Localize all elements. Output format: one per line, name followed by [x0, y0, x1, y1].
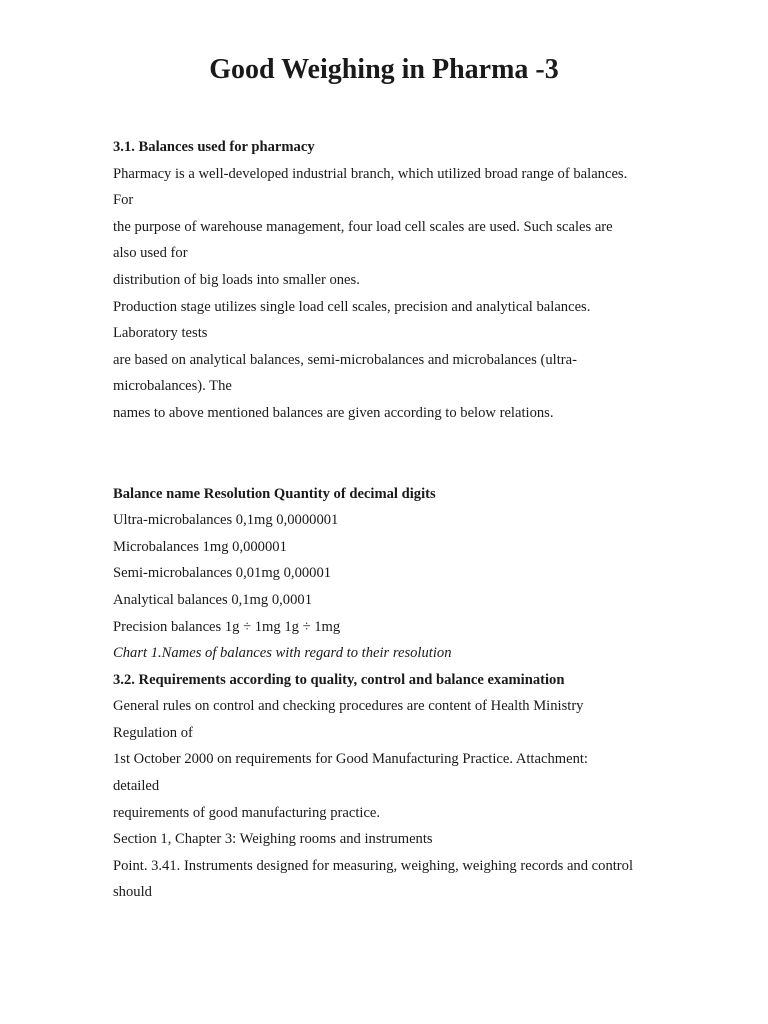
table-row: Microbalances 1mg 0,000001: [113, 538, 287, 555]
paragraph-line: the purpose of warehouse management, four load cell scales are used. Such scales are: [113, 218, 613, 235]
paragraph-line: 1st October 2000 on requirements for Good Manufacturing Practice. Attachment:: [113, 751, 588, 768]
paragraph-line: General rules on control and checking procedures are content of Health Ministry: [113, 698, 584, 715]
section-heading: 3.2. Requirements according to quality, control and balance examination: [113, 671, 565, 688]
paragraph-line: are based on analytical balances, semi-microbalances and microbalances (ultra-: [113, 351, 577, 368]
paragraph-line: requirements of good manufacturing practice.: [113, 804, 381, 821]
paragraph-line: For: [113, 192, 134, 209]
table-caption: Chart 1.Names of balances with regard to their resolution: [113, 645, 452, 662]
paragraph-line: distribution of big loads into smaller ones.: [113, 271, 360, 288]
paragraph-line: microbalances). The: [113, 378, 232, 395]
vertical-spacer: [113, 427, 658, 481]
section-2-paragraph: [113, 693, 658, 906]
table-row: Analytical balances 0,1mg 0,0001: [113, 591, 312, 608]
paragraph-line: names to above mentioned balances are given according to below relations.: [113, 404, 554, 421]
document-body: [113, 134, 658, 906]
paragraph-line: should: [113, 884, 152, 901]
paragraph-line: detailed: [113, 778, 160, 795]
paragraph-line: Laboratory tests: [113, 325, 208, 342]
paragraph-line: Section 1, Chapter 3: Weighing rooms and instruments: [113, 831, 433, 848]
paragraph-line: Regulation of: [113, 724, 193, 741]
balance-table: [113, 481, 658, 667]
table-row: Semi-microbalances 0,01mg 0,00001: [113, 565, 332, 582]
paragraph-line: Production stage utilizes single load cell scales, precision and analytical balances.: [113, 298, 591, 315]
table-header: Balance name Resolution Quantity of decimal digits: [113, 485, 436, 502]
table-row: Ultra-microbalances 0,1mg 0,0000001: [113, 512, 339, 529]
document-title: Good Weighing in Pharma -3: [209, 54, 559, 85]
paragraph-line: Point. 3.41. Instruments designed for measuring, weighing, weighing records and control: [113, 857, 634, 874]
table-row: Precision balances 1g ÷ 1mg 1g ÷ 1mg: [113, 618, 341, 635]
paragraph-line: also used for: [113, 245, 188, 262]
section-1-paragraph: [113, 161, 658, 427]
paragraph-line: Pharmacy is a well-developed industrial branch, which utilized broad range of balances.: [113, 165, 628, 182]
section-heading: 3.1. Balances used for pharmacy: [113, 139, 315, 155]
